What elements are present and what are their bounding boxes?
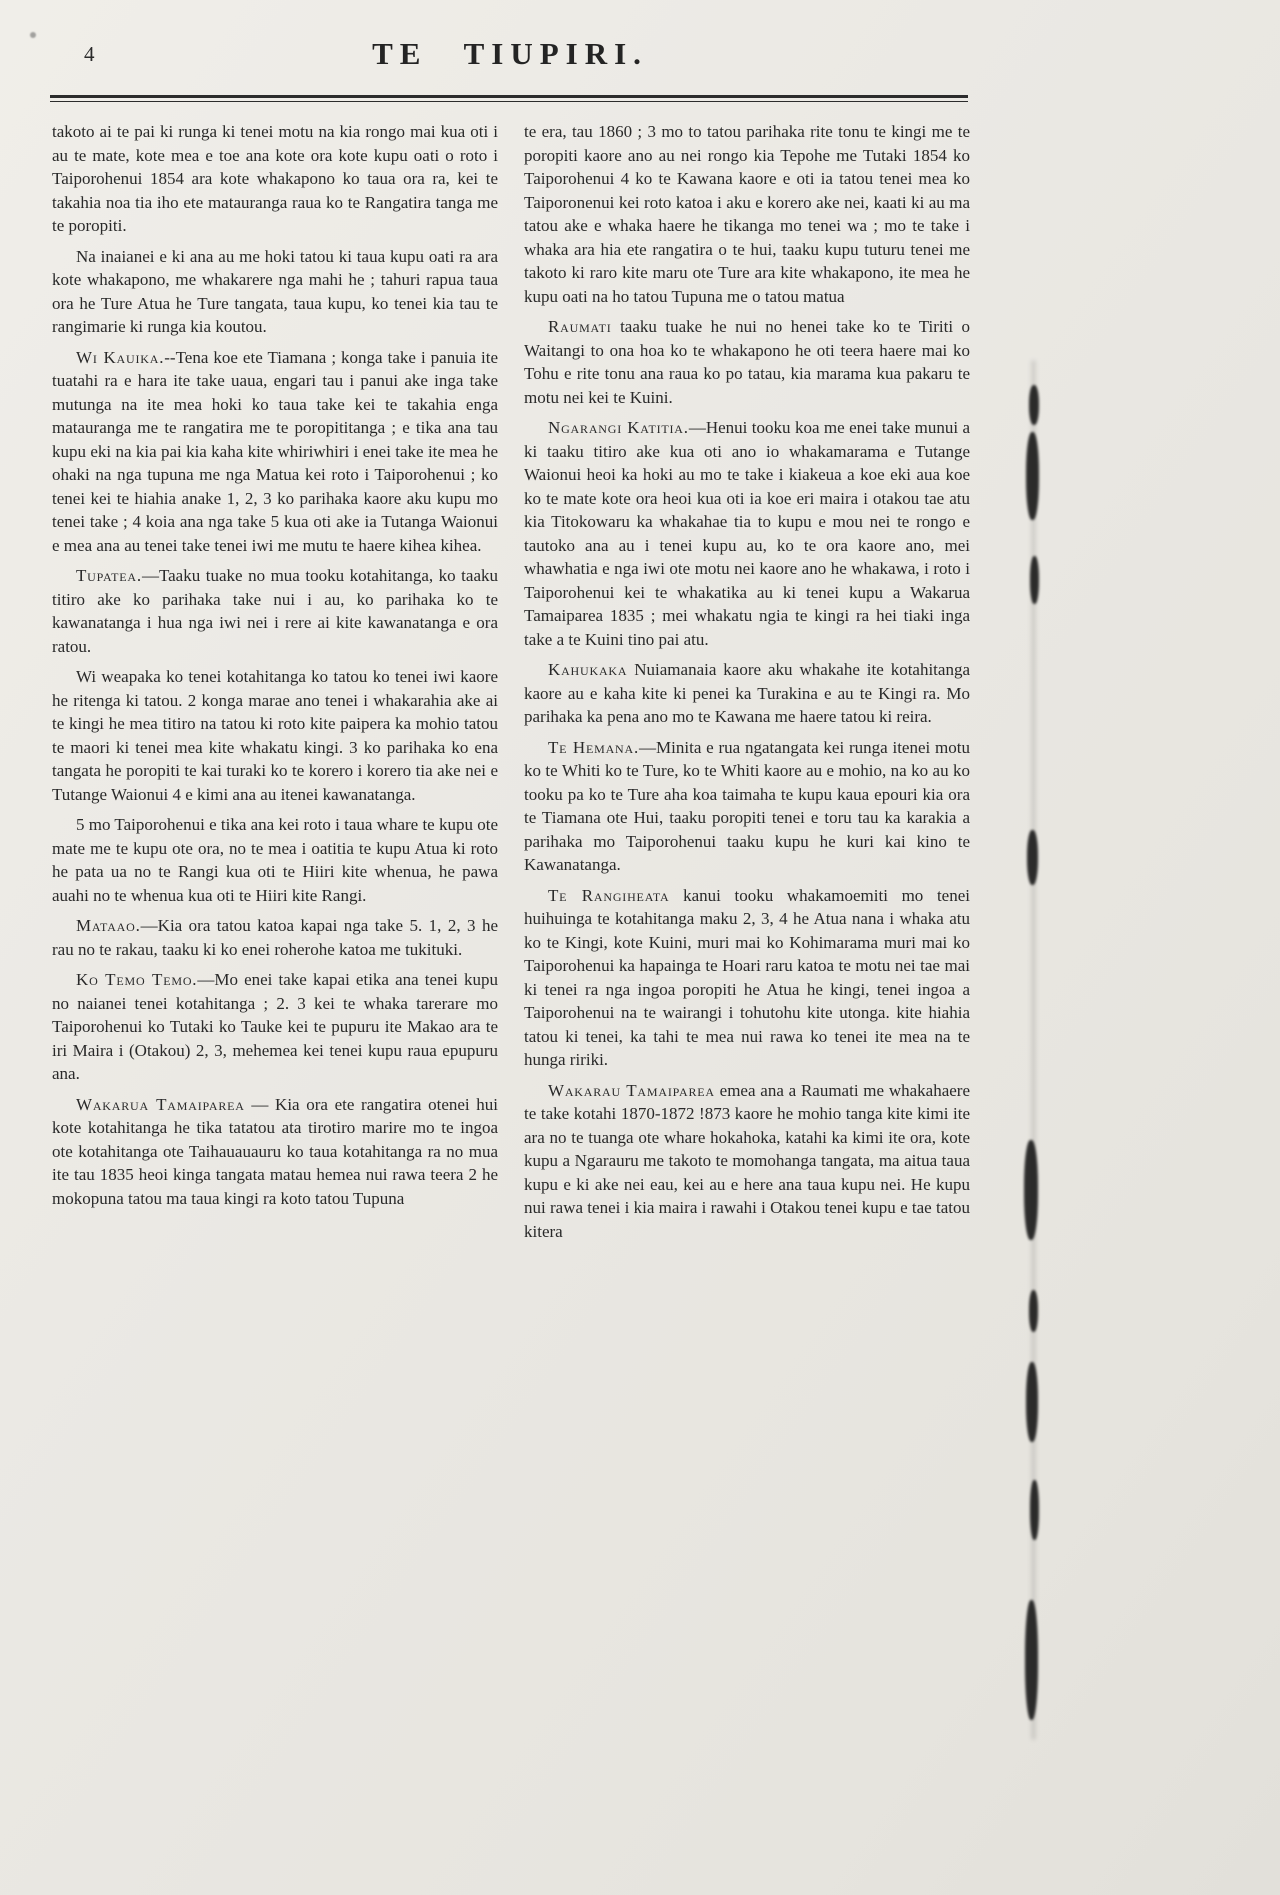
right-column [524,120,970,1250]
paragraph [524,736,970,877]
scan-artifact [1027,830,1038,885]
paragraph-text: Nuiamanaia kaore aku whakahe ite kotahitanga kaore au e kaha kite ki penei ka Turakina e au te Kingi ra. Mo parihaka ka pena ano mo te Kawana me haere tatou ki reira. [524,660,970,726]
article-columns [52,120,970,1250]
speaker-name: Tupatea. [76,566,142,585]
scan-artifact [1025,1600,1038,1720]
speaker-name: Te Rangiheata [548,885,670,905]
scan-artifact [1030,556,1039,604]
scan-artifact [1026,1362,1038,1442]
paragraph [52,914,498,961]
paragraph-text: --Tena koe ete Tiamana ; konga take i panuia ite tuatahi ra e hara ite take uaua, engari tau i panui ake inga take mutunga na ite mea hoki ko taua take kei te takahia enga matauranga me te rangatira me te poropititanga ; e tika ana tau kupu eki na kia pai kia kaha kite whiriwhiri i enei take ite mea he ohaki na nga tupuna me nga Matua kei roto i Taiporohenui ; ko tenei kei te hiahia anake 1, 2, 3 ko parihaka kaore aku kupu mo tenei take ; 4 koia ana nga take 5 kua oti ake ia Tutanga Waionui e mea ana au tenei take tenei iwi me mutu te haere kihea kihea. [52,347,498,555]
paragraph-text: — Kia ora ete rangatira otenei hui kote kotahitanga he tika tatatou ata tirotiro marire mo te ingoa ote kotahitanga ote Taihauauauru ko taua kotahitanga ra no mua ite tau 1835 heoi kinga tangata matau hemea nui rawa teera 2 he mokopuna tatou ma taua kingi ra koto tatou Tupuna [52,1094,499,1208]
paragraph [524,1079,970,1244]
speaker-name: Mataao. [76,916,141,935]
header-divider [50,95,968,102]
paragraph-text: —Henui tooku koa me enei take munui a ki taaku titiro ake kua oti ano io whakamarama e Tutange Waionui heoi ka hoki au mo te take i kiakeua a koe eki aua koe ko te mate kote ora heoi kua oti ia koe eri maira i otakou tae atu kia Titokowaru ka whakahae tia to kupu e mou nei te rongo e tautoko ana au i tenei kupu au, ko te ora kaore ano, mei whawhatia e nga iwi ote motu nei kaore ano he whakawa, i roto i Taiporohenui kei te whakatika au ki tenei kupu a Wakarua Tamaiparea 1835 ; mei whakatu ngia te kingi ra hei tiaki inga take a te Kuini tino pai atu. [524,418,971,649]
paragraph [52,665,498,806]
left-column [52,120,498,1250]
paragraph [52,813,498,907]
paragraph-text: —Kia ora tatou katoa kapai nga take 5. 1, 2, 3 he rau no te rakau, taaku ki ko enei roherohe katoa me tukituki. [52,916,498,959]
scan-artifact [1030,1480,1039,1540]
paragraph-text: 5 mo Taiporohenui e tika ana kei roto i taua whare te kupu ote mate me te kupu ote ora, no te mea i oatitia te kupu Atua ki roto he pata ua no te Rangi kua oti te Hiiri kite whenua, he pawa auahi no te whenua kua oti te Hiiri kite Rangi. [52,815,498,905]
paragraph-text: emea ana a Raumati me whakahaere te take kotahi 1870-1872 !873 kaore he mohio tanga kite kimi ite ara no te tuanga ote whare hokahoka, katahi ka kimi ite ora, kote kupu a Ngarauru me takoto te momohanga tangata, ma aitua taua kupu e ki ake nei eau, kei au e here ana taua kupu nei. He kupu nui rawa tenei i kia maira i rawahi i Otakou tenei kupu e tae tatou kitera [524,1080,971,1241]
paragraph [524,658,970,729]
paragraph [524,884,970,1072]
paragraph-text: —Taaku tuake no mua tooku kotahitanga, ko taaku titiro ake ko parihaka take nui i au, ko parihaka ko te kawanatanga i hua nga iwi nei i rere ai kite kawanatanga e ora ratou. [52,566,498,656]
speaker-name: Wi Kauika. [76,347,165,367]
paragraph [524,315,970,409]
paragraph [52,245,498,339]
speaker-name: Te Hemana. [548,737,640,757]
paragraph [52,1093,498,1211]
scan-artifact [30,32,36,38]
paragraph-text: te era, tau 1860 ; 3 mo to tatou parihaka rite tonu te kingi me te poropiti kaore ano au nei rongo kia Tepohe me Tutaki 1854 ko Taiporohenui 4 ko te Kawana kaore e oti ia tatou tenei mea ko Taiporonenui kei roto katoa i aku e korero ake nei, kaati ki au ma tatou ake e whaka haere he tikanga mo tenei wa ; mo te take i whaka ara hia ete rangatira o te hui, taaku kupu tuturu tenei me takoto ki raro kite maru ote Ture ara kite whakapono, ite mea he kupu oati na ho tatou Tupuna me o tatou matua [524,122,970,306]
paragraph-text: —Mo enei take kapai etika ana tenei kupu no naianei tenei kotahitanga ; 2. 3 kei te whaka tarerare mo Taiporohenui ko Tutaki ko Tauke kei te pupuru ite Makao ara te iri Maira i (Otakou) 2, 3, mehemea kei tenei kupu raua epupuru ana. [52,970,498,1083]
paragraph [52,120,498,238]
scan-artifact [1024,1140,1038,1240]
paragraph-text: takoto ai te pai ki runga ki tenei motu na kia rongo mai kua oti i au te mate, kote mea e toe ana kote ora kote kupu oati o roto i Taiporohenui 1854 ara kote whakapono ko taua ora ra, kei te takahia noa tia iho ete matauranga raua ko te Rangatira tanga me te poropiti. [52,122,498,235]
paragraph-text: Wi weapaka ko tenei kotahitanga ko tatou ko tenei iwi kaore he ritenga ki tatou. 2 konga marae ano tenei i whakarahia ake ai te kingi he mea titiro na tatou ki roto kite paipera ka mohio tatou te maori ki tenei mea kite whakatu kingi. 3 ko parihaka ko ena tangata he poropiti te kai turaki ko te korero i korero tia ake nei e Tutange Waionui 4 e kimi ana au itenei kawanatanga. [52,667,498,804]
paragraph [52,564,498,658]
speaker-name: Wakarua Tamaiparea [76,1094,245,1114]
scan-artifact [1026,432,1039,520]
speaker-name: Ngarangi Katitia. [548,418,689,437]
speaker-name: Kahukaka [548,660,628,679]
speaker-name: Wakarau Tamaiparea [548,1080,715,1100]
paragraph-text: taaku tuake he nui no henei take ko te Tiriti o Waitangi to ona hoa ko te whakapono he oti teera haere mai ko Tohu e rite tonu ana raua ko po tatau, kia marama kua pakaru te motu nei kei te Kuini. [524,317,970,407]
paragraph [52,346,498,558]
scan-artifact [1029,385,1039,425]
paragraph-text: kanui tooku whakamoemiti mo tenei huihuinga te kotahitanga maku 2, 3, 4 he Atua nana i whaka atu ko te Kingi, kote Kuini, muri mai ko Kohimarama muri mai ko Taiporohenui ka hapainga te Hoari raru katoa te motu nei tae mai ki tenei ra nga ingoa poropiti he Atua he kingi, tenei ingoa a Taiporohenui na te wairangi i tohutohu kite utonga. kite hiahia tatou ki tenei, ka tahi te mea nui rawa ko tenei ite mea na te hunga ririki. [524,885,970,1069]
page-title: TE TIUPIRI. [372,36,648,71]
scan-artifact [1029,1290,1038,1332]
paragraph [524,120,970,308]
paragraph [524,416,970,651]
speaker-name: Ko Temo Temo. [76,970,198,989]
paragraph-text: —Minita e rua ngatangata kei runga itenei motu ko te Whiti ko te Ture, ko te Whiti kaore au e mohio, na ko au ko tooku pa ko te Ture aha koa taimaha te kupu kaua epouri kia ora te Tiamana ote Hui, taaku poropiti tenei e toru tau ka karakia a parihaka mo Taiporohenui taaku kupu he kuri kai kino te Kawanatanga. [524,737,970,874]
page-number: 4 [84,42,95,66]
paragraph [52,968,498,1086]
speaker-name: Raumati [548,317,612,336]
paragraph-text: Na inaianei e ki ana au me hoki tatou ki taua kupu oati ra ara kote whakapono, me whakarere nga mahi he ; tahuri rapua taua ora he Ture Atua he Ture tangata, taua kupu, ko tenei kia tau te rangimarie ki runga kia koutou. [52,246,498,336]
